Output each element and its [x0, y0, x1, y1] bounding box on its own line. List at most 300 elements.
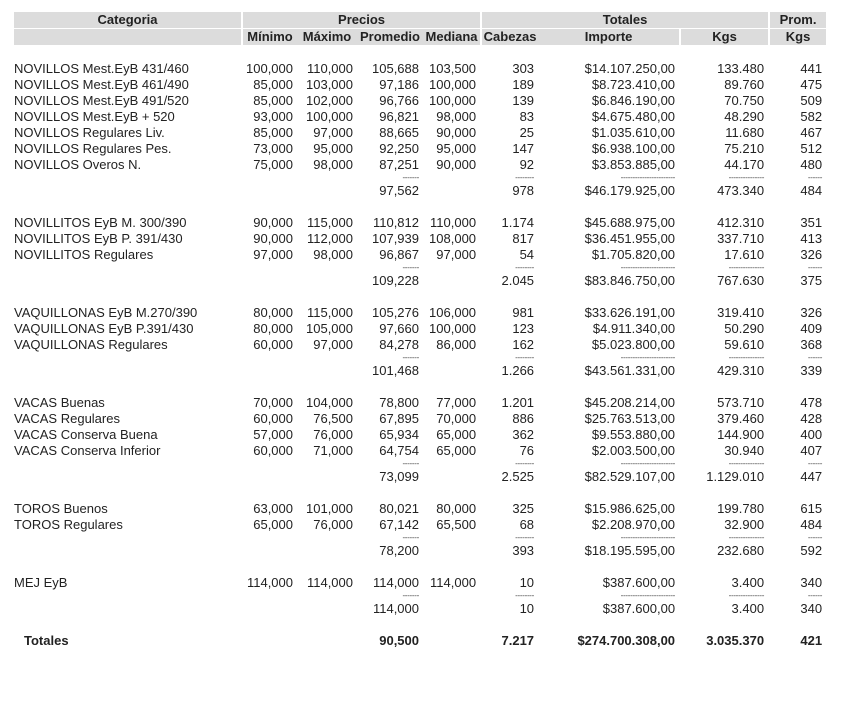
spacer-cell: [14, 199, 826, 215]
header-prom-kgs: Kgs: [768, 28, 826, 45]
totals-blank: [423, 633, 480, 649]
subtotal-row: [14, 469, 826, 485]
median-price-cell: 90,000: [436, 125, 477, 140]
divider-cell: -------: [402, 459, 419, 468]
subtotal-blank: [423, 601, 480, 617]
max-price-cell: 76,500: [313, 411, 353, 426]
amount-cell: $2.003.500,00: [591, 443, 676, 458]
kgs-cell: 3.400: [731, 575, 765, 590]
divider-cell: [14, 263, 241, 273]
subtotal-avg-kgs: 339: [800, 363, 823, 378]
divider-cell: ---------------: [728, 353, 765, 362]
category-cell: TOROS Regulares: [14, 517, 123, 532]
avg-kgs-cell: 326: [800, 305, 823, 320]
table-row: [14, 93, 826, 109]
kgs-cell: 319.410: [717, 305, 765, 320]
heads-cell: 68: [519, 517, 535, 532]
subtotal-blank: [423, 273, 480, 289]
category-cell: TOROS Buenos: [14, 501, 108, 516]
min-price-cell: 80,000: [253, 321, 293, 336]
header-categoria: Categoria: [14, 12, 241, 28]
avg-kgs-cell: 480: [800, 157, 823, 172]
heads-cell: 189: [512, 77, 535, 92]
avg-price-cell: 96,867: [379, 247, 419, 262]
kgs-cell: 75.210: [724, 141, 765, 156]
divider-cell: -------: [402, 353, 419, 362]
amount-cell: $1.705.820,00: [591, 247, 676, 262]
kgs-cell: 412.310: [717, 215, 765, 230]
heads-cell: 147: [512, 141, 535, 156]
subtotal-kgs: 3.400: [731, 601, 765, 616]
subtotal-blank: [423, 469, 480, 485]
category-cell: VACAS Regulares: [14, 411, 120, 426]
median-price-cell: 114,000: [430, 575, 477, 590]
subtotal-blank: [297, 183, 357, 199]
min-price-cell: 85,000: [253, 125, 293, 140]
kgs-cell: 50.290: [724, 321, 765, 336]
divider-cell: [14, 591, 241, 601]
median-price-cell: 65,000: [436, 427, 477, 442]
subtotal-blank: [241, 469, 297, 485]
heads-cell: 817: [512, 231, 535, 246]
subtotal-blank: [14, 183, 241, 199]
kgs-cell: 48.290: [724, 109, 765, 124]
divider-cell: [297, 173, 357, 183]
spacer-cell: [14, 617, 826, 633]
subtotal-kgs: 473.340: [717, 183, 765, 198]
table-row: [14, 231, 826, 247]
avg-kgs-cell: 441: [800, 61, 823, 76]
kgs-cell: 59.610: [724, 337, 765, 352]
min-price-cell: 80,000: [253, 305, 293, 320]
subtotal-blank: [297, 273, 357, 289]
max-price-cell: 115,000: [306, 305, 353, 320]
subtotal-avg-price: 109,228: [372, 273, 419, 288]
median-price-cell: 95,000: [436, 141, 477, 156]
category-cell: VACAS Conserva Buena: [14, 427, 158, 442]
kgs-cell: 70.750: [724, 93, 765, 108]
category-cell: NOVILLOS Mest.EyB 431/460: [14, 61, 189, 76]
subtotal-row: [14, 273, 826, 289]
divider-cell: --------: [515, 591, 535, 600]
divider-cell: [297, 353, 357, 363]
max-price-cell: 97,000: [313, 125, 353, 140]
heads-cell: 83: [519, 109, 535, 124]
divider-cell: [241, 173, 297, 183]
subtotal-blank: [423, 363, 480, 379]
kgs-cell: 44.170: [724, 157, 765, 172]
max-price-cell: 102,000: [306, 93, 353, 108]
kgs-cell: 337.710: [717, 231, 765, 246]
subtotal-row: [14, 601, 826, 617]
kgs-cell: 573.710: [717, 395, 765, 410]
avg-price-cell: 67,142: [379, 517, 419, 532]
divider-cell: [297, 459, 357, 469]
min-price-cell: 65,000: [253, 517, 293, 532]
avg-price-cell: 97,660: [379, 321, 419, 336]
kgs-cell: 30.940: [724, 443, 765, 458]
subtotal-row: [14, 363, 826, 379]
amount-cell: $14.107.250,00: [584, 61, 676, 76]
min-price-cell: 90,000: [253, 215, 293, 230]
median-price-cell: 103,500: [429, 61, 477, 76]
avg-price-cell: 64,754: [379, 443, 419, 458]
divider-cell: [297, 533, 357, 543]
table-row: [14, 321, 826, 337]
max-price-cell: 98,000: [313, 247, 353, 262]
amount-cell: $45.208.214,00: [584, 395, 676, 410]
avg-price-cell: 84,278: [379, 337, 419, 352]
min-price-cell: 75,000: [253, 157, 293, 172]
amount-cell: $36.451.955,00: [584, 231, 676, 246]
divider-cell: [241, 459, 297, 469]
subtotal-blank: [297, 543, 357, 559]
subtotal-amount: $387.600,00: [602, 601, 676, 616]
subtotal-row: [14, 183, 826, 199]
table-row: [14, 443, 826, 459]
subtotal-blank: [241, 363, 297, 379]
divider-cell: ---------------: [728, 591, 765, 600]
category-cell: VACAS Conserva Inferior: [14, 443, 161, 458]
heads-cell: 54: [519, 247, 535, 262]
avg-price-cell: 107,939: [372, 231, 419, 246]
kgs-cell: 11.680: [725, 125, 765, 140]
market-report: [14, 12, 826, 649]
totals-blank: [297, 633, 357, 649]
max-price-cell: 103,000: [306, 77, 353, 92]
spacer-row: [14, 617, 826, 633]
avg-kgs-cell: 407: [800, 443, 823, 458]
max-price-cell: 98,000: [313, 157, 353, 172]
median-price-cell: 77,000: [436, 395, 477, 410]
heads-cell: 886: [512, 411, 535, 426]
min-price-cell: 60,000: [253, 337, 293, 352]
spacer-cell: [14, 379, 826, 395]
subtotal-blank: [14, 601, 241, 617]
kgs-cell: 379.460: [717, 411, 765, 426]
subtotal-divider-row: [14, 353, 826, 363]
subtotal-amount: $18.195.595,00: [584, 543, 676, 558]
max-price-cell: 104,000: [306, 395, 353, 410]
subtotal-heads: 2.045: [501, 273, 535, 288]
subtotal-avg-price: 78,200: [379, 543, 419, 558]
subtotal-kgs: 767.630: [717, 273, 765, 288]
amount-cell: $9.553.880,00: [591, 427, 676, 442]
avg-kgs-cell: 368: [800, 337, 823, 352]
subtotal-heads: 978: [512, 183, 535, 198]
avg-kgs-cell: 409: [800, 321, 823, 336]
min-price-cell: 73,000: [253, 141, 293, 156]
spacer-row: [14, 379, 826, 395]
totals-avg-price: 90,500: [379, 633, 419, 648]
subtotal-avg-price: 97,562: [379, 183, 419, 198]
divider-cell: -----------------------: [620, 591, 676, 600]
header-cabezas: Cabezas: [480, 28, 538, 45]
header-precios: Precios: [241, 12, 480, 28]
kgs-cell: 144.900: [717, 427, 765, 442]
subtotal-kgs: 1.129.010: [706, 469, 765, 484]
avg-price-cell: 67,895: [379, 411, 419, 426]
header-row-columns: [14, 28, 826, 45]
table-row: [14, 77, 826, 93]
totals-amount: $274.700.308,00: [577, 633, 676, 648]
kgs-cell: 89.760: [724, 77, 765, 92]
subtotal-heads: 2.525: [501, 469, 535, 484]
header-mediana: Mediana: [423, 28, 480, 45]
category-cell: NOVILLOS Overos N.: [14, 157, 142, 172]
header-maximo: Máximo: [297, 28, 357, 45]
subtotal-avg-price: 101,468: [372, 363, 419, 378]
divider-cell: [297, 591, 357, 601]
max-price-cell: 110,000: [306, 61, 353, 76]
median-price-cell: 65,000: [436, 443, 477, 458]
median-price-cell: 90,000: [436, 157, 477, 172]
subtotal-kgs: 429.310: [717, 363, 765, 378]
heads-cell: 325: [512, 501, 535, 516]
divider-cell: ------: [807, 173, 823, 182]
max-price-cell: 105,000: [306, 321, 353, 336]
median-price-cell: 100,000: [429, 93, 477, 108]
table-body: [14, 45, 826, 649]
subtotal-avg-kgs: 484: [800, 183, 823, 198]
divider-cell: -----------------------: [620, 173, 676, 182]
divider-cell: [423, 533, 480, 543]
divider-cell: ------: [807, 459, 823, 468]
header-totales: Totales: [480, 12, 768, 28]
subtotal-divider-row: [14, 263, 826, 273]
min-price-cell: 63,000: [253, 501, 293, 516]
avg-price-cell: 96,766: [379, 93, 419, 108]
subtotal-avg-price: 114,000: [372, 601, 419, 616]
median-price-cell: 100,000: [429, 77, 477, 92]
max-price-cell: 95,000: [313, 141, 353, 156]
avg-kgs-cell: 467: [800, 125, 823, 140]
divider-cell: --------: [515, 173, 535, 182]
category-cell: NOVILLOS Mest.EyB 461/490: [14, 77, 189, 92]
amount-cell: $1.035.610,00: [591, 125, 676, 140]
divider-cell: [423, 173, 480, 183]
totals-avg-kgs: 421: [800, 633, 823, 648]
spacer-row: [14, 199, 826, 215]
kgs-cell: 133.480: [717, 61, 765, 76]
median-price-cell: 86,000: [436, 337, 477, 352]
subtotal-amount: $46.179.925,00: [584, 183, 676, 198]
spacer-row: [14, 559, 826, 575]
subtotal-divider-row: [14, 591, 826, 601]
header-row-groups: [14, 12, 826, 28]
max-price-cell: 114,000: [306, 575, 353, 590]
heads-cell: 92: [519, 157, 535, 172]
header-minimo: Mínimo: [241, 28, 297, 45]
category-cell: VACAS Buenas: [14, 395, 105, 410]
table-row: [14, 427, 826, 443]
max-price-cell: 76,000: [313, 517, 353, 532]
divider-cell: ---------------: [728, 459, 765, 468]
spacer-cell: [14, 485, 826, 501]
avg-kgs-cell: 475: [800, 77, 823, 92]
spacer-row: [14, 45, 826, 61]
totals-row: [14, 633, 826, 649]
avg-price-cell: 96,821: [379, 109, 419, 124]
median-price-cell: 106,000: [429, 305, 477, 320]
category-cell: VAQUILLONAS EyB M.270/390: [14, 305, 198, 320]
table-row: [14, 61, 826, 77]
subtotal-divider-row: [14, 533, 826, 543]
amount-cell: $8.723.410,00: [591, 77, 676, 92]
max-price-cell: 100,000: [306, 109, 353, 124]
category-cell: NOVILLITOS Regulares: [14, 247, 154, 262]
category-cell: VAQUILLONAS Regulares: [14, 337, 168, 352]
avg-price-cell: 78,800: [379, 395, 419, 410]
median-price-cell: 108,000: [429, 231, 477, 246]
divider-cell: --------: [515, 459, 535, 468]
avg-kgs-cell: 428: [800, 411, 823, 426]
avg-kgs-cell: 340: [800, 575, 823, 590]
header-prom: Prom.: [768, 12, 826, 28]
avg-kgs-cell: 512: [800, 141, 823, 156]
divider-cell: [14, 533, 241, 543]
heads-cell: 25: [519, 125, 535, 140]
amount-cell: $6.938.100,00: [591, 141, 676, 156]
divider-cell: ---------------: [728, 533, 765, 542]
divider-cell: [14, 173, 241, 183]
amount-cell: $3.853.885,00: [591, 157, 676, 172]
table-row: [14, 247, 826, 263]
median-price-cell: 70,000: [436, 411, 477, 426]
subtotal-blank: [241, 273, 297, 289]
min-price-cell: 90,000: [253, 231, 293, 246]
heads-cell: 123: [512, 321, 535, 336]
divider-cell: --------: [515, 533, 535, 542]
heads-cell: 303: [512, 61, 535, 76]
divider-cell: ---------------: [728, 263, 765, 272]
min-price-cell: 60,000: [253, 443, 293, 458]
divider-cell: ------: [807, 533, 823, 542]
table-row: [14, 125, 826, 141]
subtotal-amount: $83.846.750,00: [584, 273, 676, 288]
table-row: [14, 395, 826, 411]
subtotal-blank: [241, 543, 297, 559]
median-price-cell: 110,000: [430, 215, 477, 230]
table-row: [14, 411, 826, 427]
divider-cell: -----------------------: [620, 263, 676, 272]
divider-cell: -----------------------: [620, 459, 676, 468]
amount-cell: $33.626.191,00: [584, 305, 676, 320]
table-row: [14, 501, 826, 517]
divider-cell: -------: [402, 173, 419, 182]
median-price-cell: 98,000: [436, 109, 477, 124]
table-row: [14, 109, 826, 125]
divider-cell: [241, 263, 297, 273]
median-price-cell: 65,500: [436, 517, 477, 532]
subtotal-blank: [14, 363, 241, 379]
table-row: [14, 215, 826, 231]
divider-cell: -------: [402, 591, 419, 600]
kgs-cell: 17.610: [724, 247, 765, 262]
avg-kgs-cell: 400: [800, 427, 823, 442]
avg-price-cell: 105,276: [372, 305, 419, 320]
max-price-cell: 76,000: [313, 427, 353, 442]
subtotal-kgs: 232.680: [717, 543, 765, 558]
min-price-cell: 85,000: [253, 93, 293, 108]
heads-cell: 981: [512, 305, 535, 320]
divider-cell: [241, 533, 297, 543]
avg-kgs-cell: 509: [800, 93, 823, 108]
subtotal-divider-row: [14, 459, 826, 469]
spacer-cell: [14, 45, 826, 61]
amount-cell: $2.208.970,00: [591, 517, 676, 532]
divider-cell: [297, 263, 357, 273]
category-cell: NOVILLOS Mest.EyB 491/520: [14, 93, 189, 108]
avg-kgs-cell: 582: [800, 109, 823, 124]
divider-cell: [241, 591, 297, 601]
max-price-cell: 115,000: [306, 215, 353, 230]
divider-cell: -----------------------: [620, 353, 676, 362]
divider-cell: -----------------------: [620, 533, 676, 542]
heads-cell: 1.174: [501, 215, 535, 230]
header-importe: Importe: [538, 28, 679, 45]
kgs-cell: 199.780: [717, 501, 765, 516]
subtotal-avg-price: 73,099: [379, 469, 419, 484]
min-price-cell: 70,000: [253, 395, 293, 410]
divider-cell: --------: [515, 353, 535, 362]
amount-cell: $15.986.625,00: [584, 501, 676, 516]
category-cell: VAQUILLONAS EyB P.391/430: [14, 321, 194, 336]
price-table: [14, 12, 826, 649]
avg-price-cell: 92,250: [379, 141, 419, 156]
category-cell: NOVILLOS Regulares Liv.: [14, 125, 165, 140]
min-price-cell: 114,000: [246, 575, 293, 590]
min-price-cell: 100,000: [246, 61, 293, 76]
amount-cell: $25.763.513,00: [584, 411, 676, 426]
table-row: [14, 157, 826, 173]
divider-cell: -------: [402, 263, 419, 272]
divider-cell: ------: [807, 263, 823, 272]
heads-cell: 76: [519, 443, 535, 458]
category-cell: NOVILLITOS EyB M. 300/390: [14, 215, 187, 230]
divider-cell: [423, 263, 480, 273]
divider-cell: -------: [402, 533, 419, 542]
avg-price-cell: 88,665: [379, 125, 419, 140]
min-price-cell: 97,000: [253, 247, 293, 262]
category-cell: NOVILLOS Mest.EyB + 520: [14, 109, 175, 124]
subtotal-blank: [14, 469, 241, 485]
category-cell: NOVILLITOS EyB P. 391/430: [14, 231, 183, 246]
totals-kgs: 3.035.370: [706, 633, 765, 648]
spacer-row: [14, 289, 826, 305]
subtotal-avg-kgs: 375: [800, 273, 823, 288]
totals-heads: 7.217: [501, 633, 535, 648]
subtotal-heads: 10: [519, 601, 535, 616]
divider-cell: ---------------: [728, 173, 765, 182]
avg-kgs-cell: 615: [800, 501, 823, 516]
divider-cell: ------: [807, 353, 823, 362]
avg-price-cell: 114,000: [372, 575, 419, 590]
subtotal-amount: $82.529.107,00: [584, 469, 676, 484]
avg-price-cell: 110,812: [372, 215, 419, 230]
max-price-cell: 71,000: [313, 443, 353, 458]
divider-cell: [423, 459, 480, 469]
subtotal-blank: [241, 183, 297, 199]
category-cell: MEJ EyB: [14, 575, 68, 590]
kgs-cell: 32.900: [724, 517, 765, 532]
avg-price-cell: 97,186: [379, 77, 419, 92]
min-price-cell: 93,000: [253, 109, 293, 124]
subtotal-blank: [297, 601, 357, 617]
table-row: [14, 141, 826, 157]
avg-kgs-cell: 478: [800, 395, 823, 410]
max-price-cell: 112,000: [306, 231, 353, 246]
